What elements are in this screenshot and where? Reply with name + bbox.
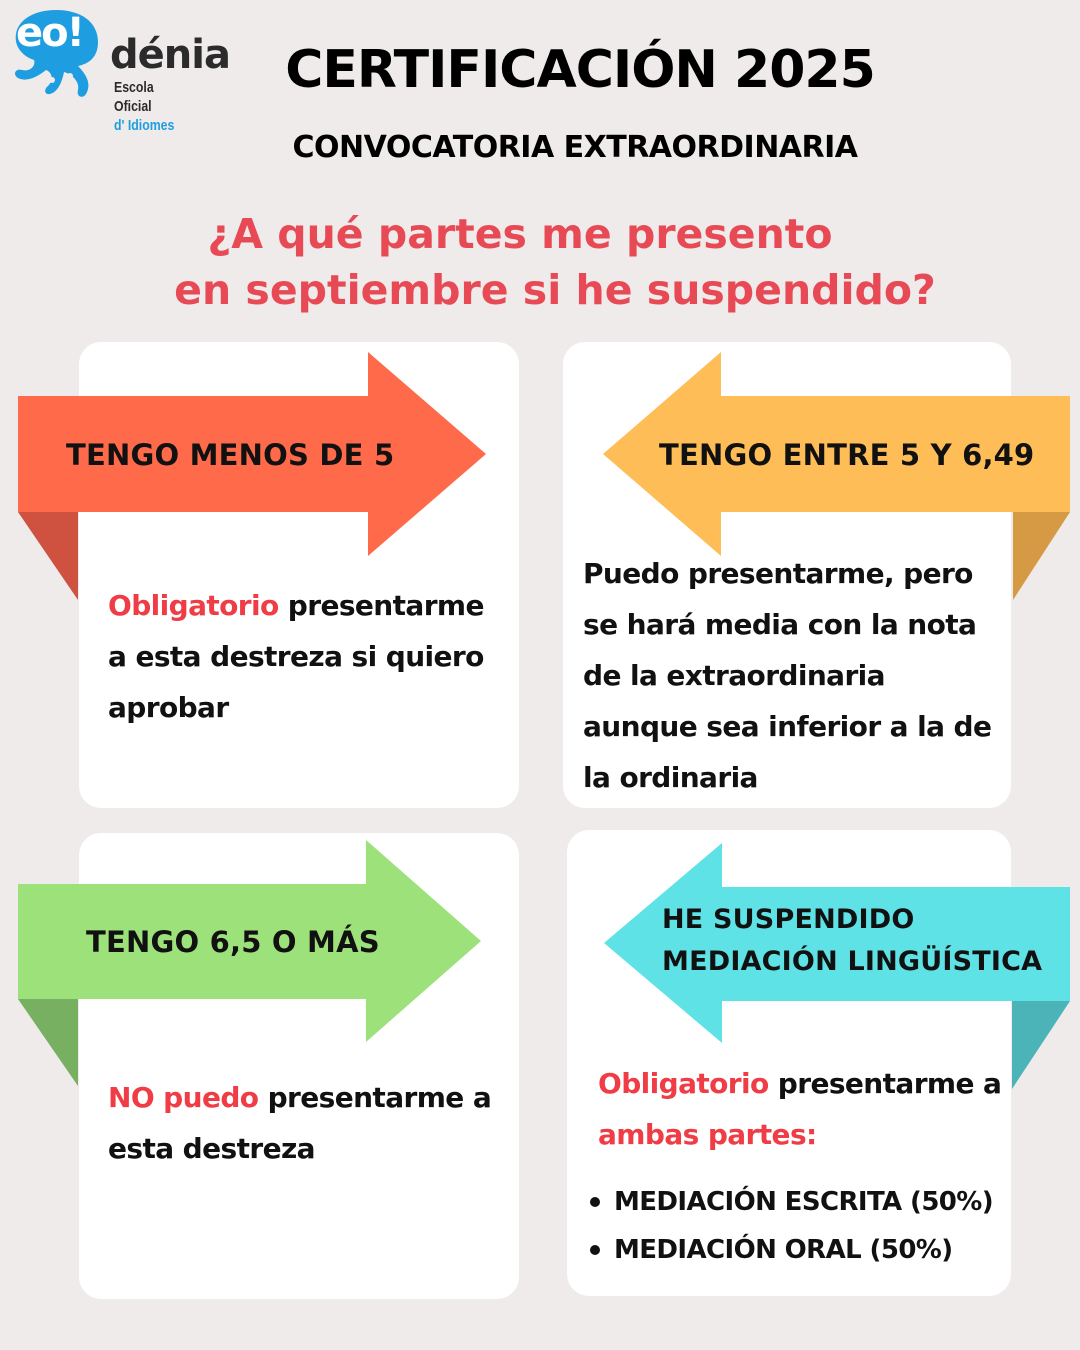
card-text-less-than-5 xyxy=(108,580,508,733)
question-line-1: ¿A qué partes me presento xyxy=(207,210,833,258)
logo-mark: eo! xyxy=(16,10,83,56)
mediation-parts-list xyxy=(588,1178,993,1274)
label-failed-line-2: MEDIACIÓN LINGÜÍSTICA xyxy=(662,946,1043,977)
label-between-5-and-649: TENGO ENTRE 5 Y 6,49 xyxy=(659,438,1035,472)
label-failed-line-1: HE SUSPENDIDO xyxy=(662,904,915,935)
card-text-body: presentarme a xyxy=(768,1067,1002,1100)
list-item xyxy=(588,1178,993,1226)
logo-line-2: Oficial xyxy=(114,98,152,115)
card-text-body: presentarme a esta destreza xyxy=(108,1081,492,1165)
page-title: CERTIFICACIÓN 2025 xyxy=(285,40,875,100)
bullet-icon xyxy=(590,1197,600,1207)
card-text-failed-mediation xyxy=(598,1058,1008,1160)
highlight-obligatorio: Obligatorio xyxy=(598,1067,769,1100)
label-less-than-5: TENGO MENOS DE 5 xyxy=(66,438,395,472)
logo-name: dénia xyxy=(110,32,230,78)
question-line-2: en septiembre si he suspendido? xyxy=(174,266,936,314)
card-text-body: presentarme a esta destreza si quiero aprobar xyxy=(108,589,484,724)
label-65-or-more: TENGO 6,5 O MÁS xyxy=(86,925,380,959)
list-item xyxy=(588,1226,993,1274)
list-item-label: MEDIACIÓN ORAL (50%) xyxy=(614,1235,953,1265)
arrow-right-icon xyxy=(18,352,488,602)
logo-line-3: d' Idiomes xyxy=(114,117,175,134)
bullet-icon xyxy=(590,1245,600,1255)
highlight-no-puedo: NO puedo xyxy=(108,1081,259,1114)
highlight-ambas-partes: ambas partes: xyxy=(598,1118,817,1151)
school-logo xyxy=(6,0,230,140)
highlight-obligatorio: Obligatorio xyxy=(108,589,279,622)
logo-line-1: Escola xyxy=(114,79,154,96)
card-text-65-or-more xyxy=(108,1072,508,1174)
card-text-between-5-and-649: Puedo presentarme, pero se hará media con la nota de la extraordinaria aunque sea inferior a la de la ordinaria xyxy=(583,557,992,794)
page-subtitle: CONVOCATORIA EXTRAORDINARIA xyxy=(292,130,858,165)
list-item-label: MEDIACIÓN ESCRITA (50%) xyxy=(614,1187,994,1217)
arrow-right-icon xyxy=(18,840,488,1090)
